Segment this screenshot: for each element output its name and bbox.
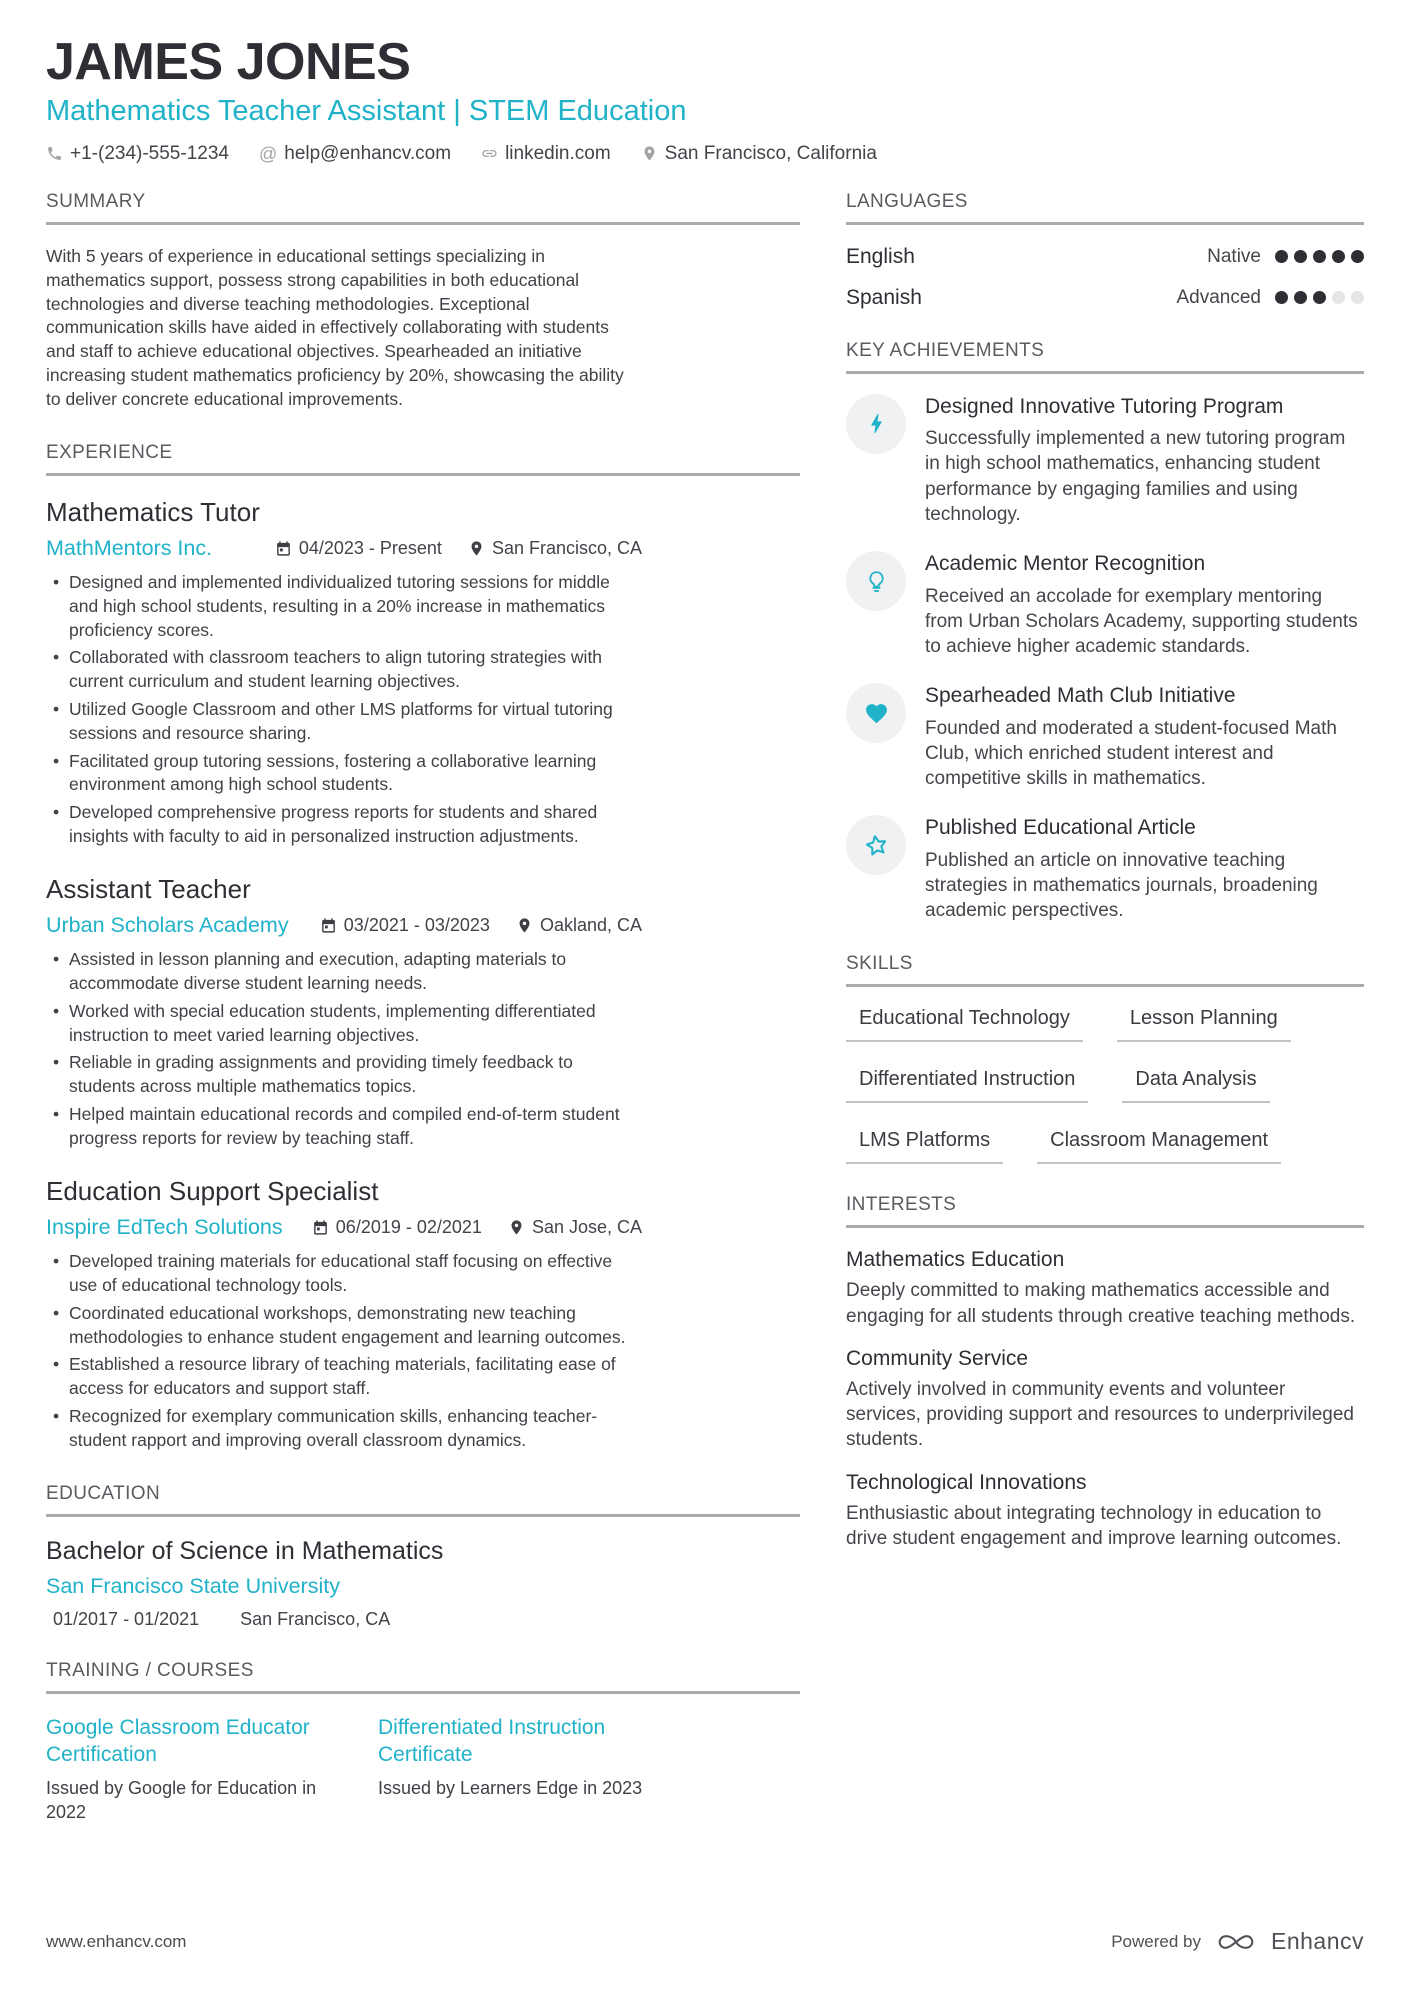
interest-text: Enthusiastic about integrating technology in education to drive student engagement and improve learning outcomes. xyxy=(846,1502,1342,1549)
achievement-title: Published Educational Article xyxy=(925,816,1196,840)
course-entry xyxy=(46,1714,352,1825)
course-issuer: Issued by Learners Edge in 2023 xyxy=(378,1778,643,1799)
link-icon xyxy=(481,145,498,162)
language-level: Native xyxy=(1207,245,1261,267)
achievement-title: Spearheaded Math Club Initiative xyxy=(925,684,1236,708)
calendar-icon xyxy=(312,1219,329,1236)
location-icon xyxy=(641,145,658,162)
contact-item-link[interactable] xyxy=(481,143,611,165)
star-icon xyxy=(846,815,906,875)
contact-text: linkedin.com xyxy=(505,142,611,164)
at-icon: @ xyxy=(258,143,278,164)
level-dot xyxy=(1351,291,1364,304)
enhancv-logo-icon[interactable] xyxy=(1215,1930,1257,1954)
languages-heading: LANGUAGES xyxy=(846,191,1364,225)
achievement-item xyxy=(846,394,1364,527)
degree-title: Bachelor of Science in Mathematics xyxy=(46,1536,444,1565)
contact-text: help@enhancv.com xyxy=(284,142,452,164)
level-dot xyxy=(1332,250,1345,263)
person-name: JAMES JONES xyxy=(46,33,411,91)
skill-item: Classroom Management xyxy=(1037,1129,1281,1164)
language-dots xyxy=(1275,291,1364,304)
level-dot xyxy=(1275,291,1288,304)
achievement-body xyxy=(925,551,1364,659)
resume-header xyxy=(46,34,1364,165)
education-location: San Francisco, CA xyxy=(240,1608,391,1629)
summary-text: With 5 years of experience in educational settings specializing in mathematics support, possess strong capabilities in both educational technologies and diverse teaching methodologies. Exceptional communication skills have aided in effectively collaborating with students and staff to achieve educational objectives. Spearheaded an initiative increasing student mathematics proficiency by 20%, showcasing the ability to deliver concrete educational improvements. xyxy=(46,245,624,409)
job-title: Mathematics Tutor xyxy=(46,496,260,527)
company-name: Urban Scholars Academy xyxy=(46,913,289,938)
language-level: Advanced xyxy=(1176,286,1261,308)
job-meta-row xyxy=(46,536,642,561)
school-name: San Francisco State University xyxy=(46,1573,340,1598)
job-dates-text: 06/2019 - 02/2021 xyxy=(335,1217,482,1238)
achievement-title: Academic Mentor Recognition xyxy=(925,552,1206,576)
phone-icon xyxy=(46,145,63,162)
course-entry xyxy=(378,1714,684,1825)
summary-section xyxy=(46,191,800,412)
job-bullets xyxy=(46,1250,642,1452)
job-bullet: • Worked with special education students, implementing differentiated instruction to meet varied learning objectives. xyxy=(46,1000,642,1048)
job-title: Assistant Teacher xyxy=(46,873,251,904)
job-bullet: • Reliable in grading assignments and providing timely feedback to students across multiple mathematics topics. xyxy=(46,1051,642,1099)
skill-item: Educational Technology xyxy=(846,1007,1083,1042)
summary-heading: SUMMARY xyxy=(46,191,800,225)
site-link[interactable]: www.enhancv.com xyxy=(46,1931,187,1951)
company-name: MathMentors Inc. xyxy=(46,536,213,561)
job-bullet: • Assisted in lesson planning and execution, adapting materials to accommodate diverse student learning needs. xyxy=(46,948,642,996)
job-location xyxy=(516,915,642,936)
job-dates-text: 04/2023 - Present xyxy=(298,538,442,559)
achievement-text: Received an accolade for exemplary mentoring from Urban Scholars Academy, supporting students to achieve higher academic standards. xyxy=(925,585,1358,658)
interests-section xyxy=(846,1194,1364,1551)
job-bullet: • Coordinated educational workshops, demonstrating new teaching methodologies to enhance student engagement and learning outcomes. xyxy=(46,1302,642,1350)
job-bullet: • Facilitated group tutoring sessions, fostering a collaborative learning environment among high school students. xyxy=(46,750,642,798)
job-meta-row xyxy=(46,913,642,938)
achievement-body xyxy=(925,683,1364,791)
education-section xyxy=(46,1483,800,1630)
job-entry xyxy=(46,1175,800,1453)
languages-list xyxy=(846,245,1364,310)
course-issuer: Issued by Google for Education in 2022 xyxy=(46,1778,317,1823)
interest-text: Actively involved in community events and volunteer services, providing support and resources to underprivileged students. xyxy=(846,1378,1354,1451)
achievement-text: Published an article on innovative teaching strategies in mathematics journals, broadening academic perspectives. xyxy=(925,849,1318,922)
achievement-text: Successfully implemented a new tutoring program in high school mathematics, enhancing student performance by engaging families and using technology. xyxy=(925,428,1346,525)
calendar-icon xyxy=(320,917,337,934)
courses-list xyxy=(46,1714,706,1825)
job-location-text: San Jose, CA xyxy=(531,1217,642,1238)
contact-item-at[interactable] xyxy=(259,143,451,165)
level-dot xyxy=(1313,250,1326,263)
contact-text: +1-(234)-555-1234 xyxy=(70,142,229,164)
job-dates xyxy=(320,915,490,936)
job-location xyxy=(468,538,642,559)
contact-text: San Francisco, California xyxy=(664,142,877,164)
interest-title: Community Service xyxy=(846,1346,1029,1370)
skills-section xyxy=(846,953,1364,1164)
level-dot xyxy=(1294,291,1307,304)
level-dot xyxy=(1351,250,1364,263)
skills-list xyxy=(846,1007,1364,1164)
level-dot xyxy=(1332,291,1345,304)
achievement-text: Founded and moderated a student-focused Math Club, which enriched student interest and competitive skills in mathematics. xyxy=(925,717,1337,790)
job-dates-text: 03/2021 - 03/2023 xyxy=(343,915,490,936)
achievement-item xyxy=(846,815,1364,923)
job-bullets xyxy=(46,948,642,1150)
left-column xyxy=(46,191,800,1855)
level-dot xyxy=(1313,291,1326,304)
achievements-section xyxy=(846,340,1364,923)
job-location-text: Oakland, CA xyxy=(539,915,642,936)
course-title: Differentiated Instruction Certificate xyxy=(378,1715,606,1766)
interests-list xyxy=(846,1248,1364,1551)
heart-icon xyxy=(846,683,906,743)
experience-heading: EXPERIENCE xyxy=(46,442,800,476)
language-level-group xyxy=(1207,246,1364,268)
interest-item xyxy=(846,1347,1364,1453)
training-section xyxy=(46,1660,800,1825)
level-dot xyxy=(1294,250,1307,263)
achievement-title: Designed Innovative Tutoring Program xyxy=(925,394,1284,418)
job-entry xyxy=(46,873,800,1151)
language-name: Spanish xyxy=(846,285,922,309)
job-bullets xyxy=(46,571,642,849)
job-location-text: San Francisco, CA xyxy=(491,538,642,559)
language-dots xyxy=(1275,250,1364,263)
contact-item-location xyxy=(641,143,877,165)
course-title: Google Classroom Educator Certification xyxy=(46,1715,310,1766)
achievement-item xyxy=(846,683,1364,791)
interests-heading: INTERESTS xyxy=(846,1194,1364,1228)
location-icon xyxy=(508,1219,525,1236)
level-dot xyxy=(1275,250,1288,263)
job-bullet: • Helped maintain educational records and compiled end-of-term student progress reports for review by teaching staff. xyxy=(46,1103,642,1151)
interest-item xyxy=(846,1471,1364,1552)
location-icon xyxy=(516,917,533,934)
language-row xyxy=(846,286,1364,310)
job-title: Education Support Specialist xyxy=(46,1175,379,1206)
right-column xyxy=(846,191,1364,1855)
job-entry xyxy=(46,496,800,849)
skill-item: Lesson Planning xyxy=(1117,1007,1291,1042)
education-dates: 01/2017 - 01/2021 xyxy=(53,1608,200,1629)
language-row xyxy=(846,245,1364,269)
languages-section xyxy=(846,191,1364,310)
skill-item: Differentiated Instruction xyxy=(846,1068,1088,1103)
achievement-body xyxy=(925,815,1364,923)
job-meta-row xyxy=(46,1215,642,1240)
interest-text: Deeply committed to making mathematics accessible and engaging for all students through creative teaching methods. xyxy=(846,1280,1356,1327)
skill-item: Data Analysis xyxy=(1122,1068,1269,1103)
training-heading: TRAINING / COURSES xyxy=(46,1660,800,1694)
powered-by-label: Powered by xyxy=(1111,1931,1201,1951)
page-footer xyxy=(46,1928,1364,1955)
education-heading: EDUCATION xyxy=(46,1483,800,1517)
contact-row xyxy=(46,143,1364,165)
interest-title: Technological Innovations xyxy=(846,1470,1087,1494)
company-name: Inspire EdTech Solutions xyxy=(46,1215,283,1240)
achievement-item xyxy=(846,551,1364,659)
skills-heading: SKILLS xyxy=(846,953,1364,987)
experience-section xyxy=(46,442,800,1453)
lightbulb-icon xyxy=(846,551,906,611)
location-icon xyxy=(468,540,485,557)
powered-by-group xyxy=(1111,1928,1364,1955)
achievements-heading: KEY ACHIEVEMENTS xyxy=(846,340,1364,374)
lightning-icon xyxy=(846,394,906,454)
interest-title: Mathematics Education xyxy=(846,1248,1065,1272)
job-bullet: • Recognized for exemplary communication skills, enhancing teacher-student rapport and improving overall classroom dynamics. xyxy=(46,1405,642,1453)
job-bullet: • Collaborated with classroom teachers to align tutoring strategies with current curriculum and student learning objectives. xyxy=(46,646,642,694)
job-bullet: • Established a resource library of teaching materials, facilitating ease of access for educators and support staff. xyxy=(46,1353,642,1401)
calendar-icon xyxy=(275,540,292,557)
contact-item-phone[interactable] xyxy=(46,143,229,165)
job-bullet: • Developed comprehensive progress reports for students and shared insights with faculty to aid in personalized instruction adjustments. xyxy=(46,801,642,849)
job-dates xyxy=(312,1217,482,1238)
job-bullet: • Utilized Google Classroom and other LMS platforms for virtual tutoring sessions and resource sharing. xyxy=(46,698,642,746)
skill-item: LMS Platforms xyxy=(846,1129,1003,1164)
achievement-body xyxy=(925,394,1364,527)
job-headline: Mathematics Teacher Assistant | STEM Education xyxy=(46,95,687,128)
jobs-list xyxy=(46,496,800,1453)
job-bullet: • Designed and implemented individualized tutoring sessions for middle and high school students, resulting in a 20% increase in mathematics proficiency scores. xyxy=(46,571,642,642)
achievements-list xyxy=(846,394,1364,923)
interest-item xyxy=(846,1248,1364,1329)
language-level-group xyxy=(1176,287,1364,309)
job-location xyxy=(508,1217,642,1238)
job-dates xyxy=(275,538,442,559)
job-bullet: • Developed training materials for educational staff focusing on effective use of educational technology tools. xyxy=(46,1250,642,1298)
language-name: English xyxy=(846,244,915,268)
brand-name[interactable]: Enhancv xyxy=(1270,1928,1364,1954)
